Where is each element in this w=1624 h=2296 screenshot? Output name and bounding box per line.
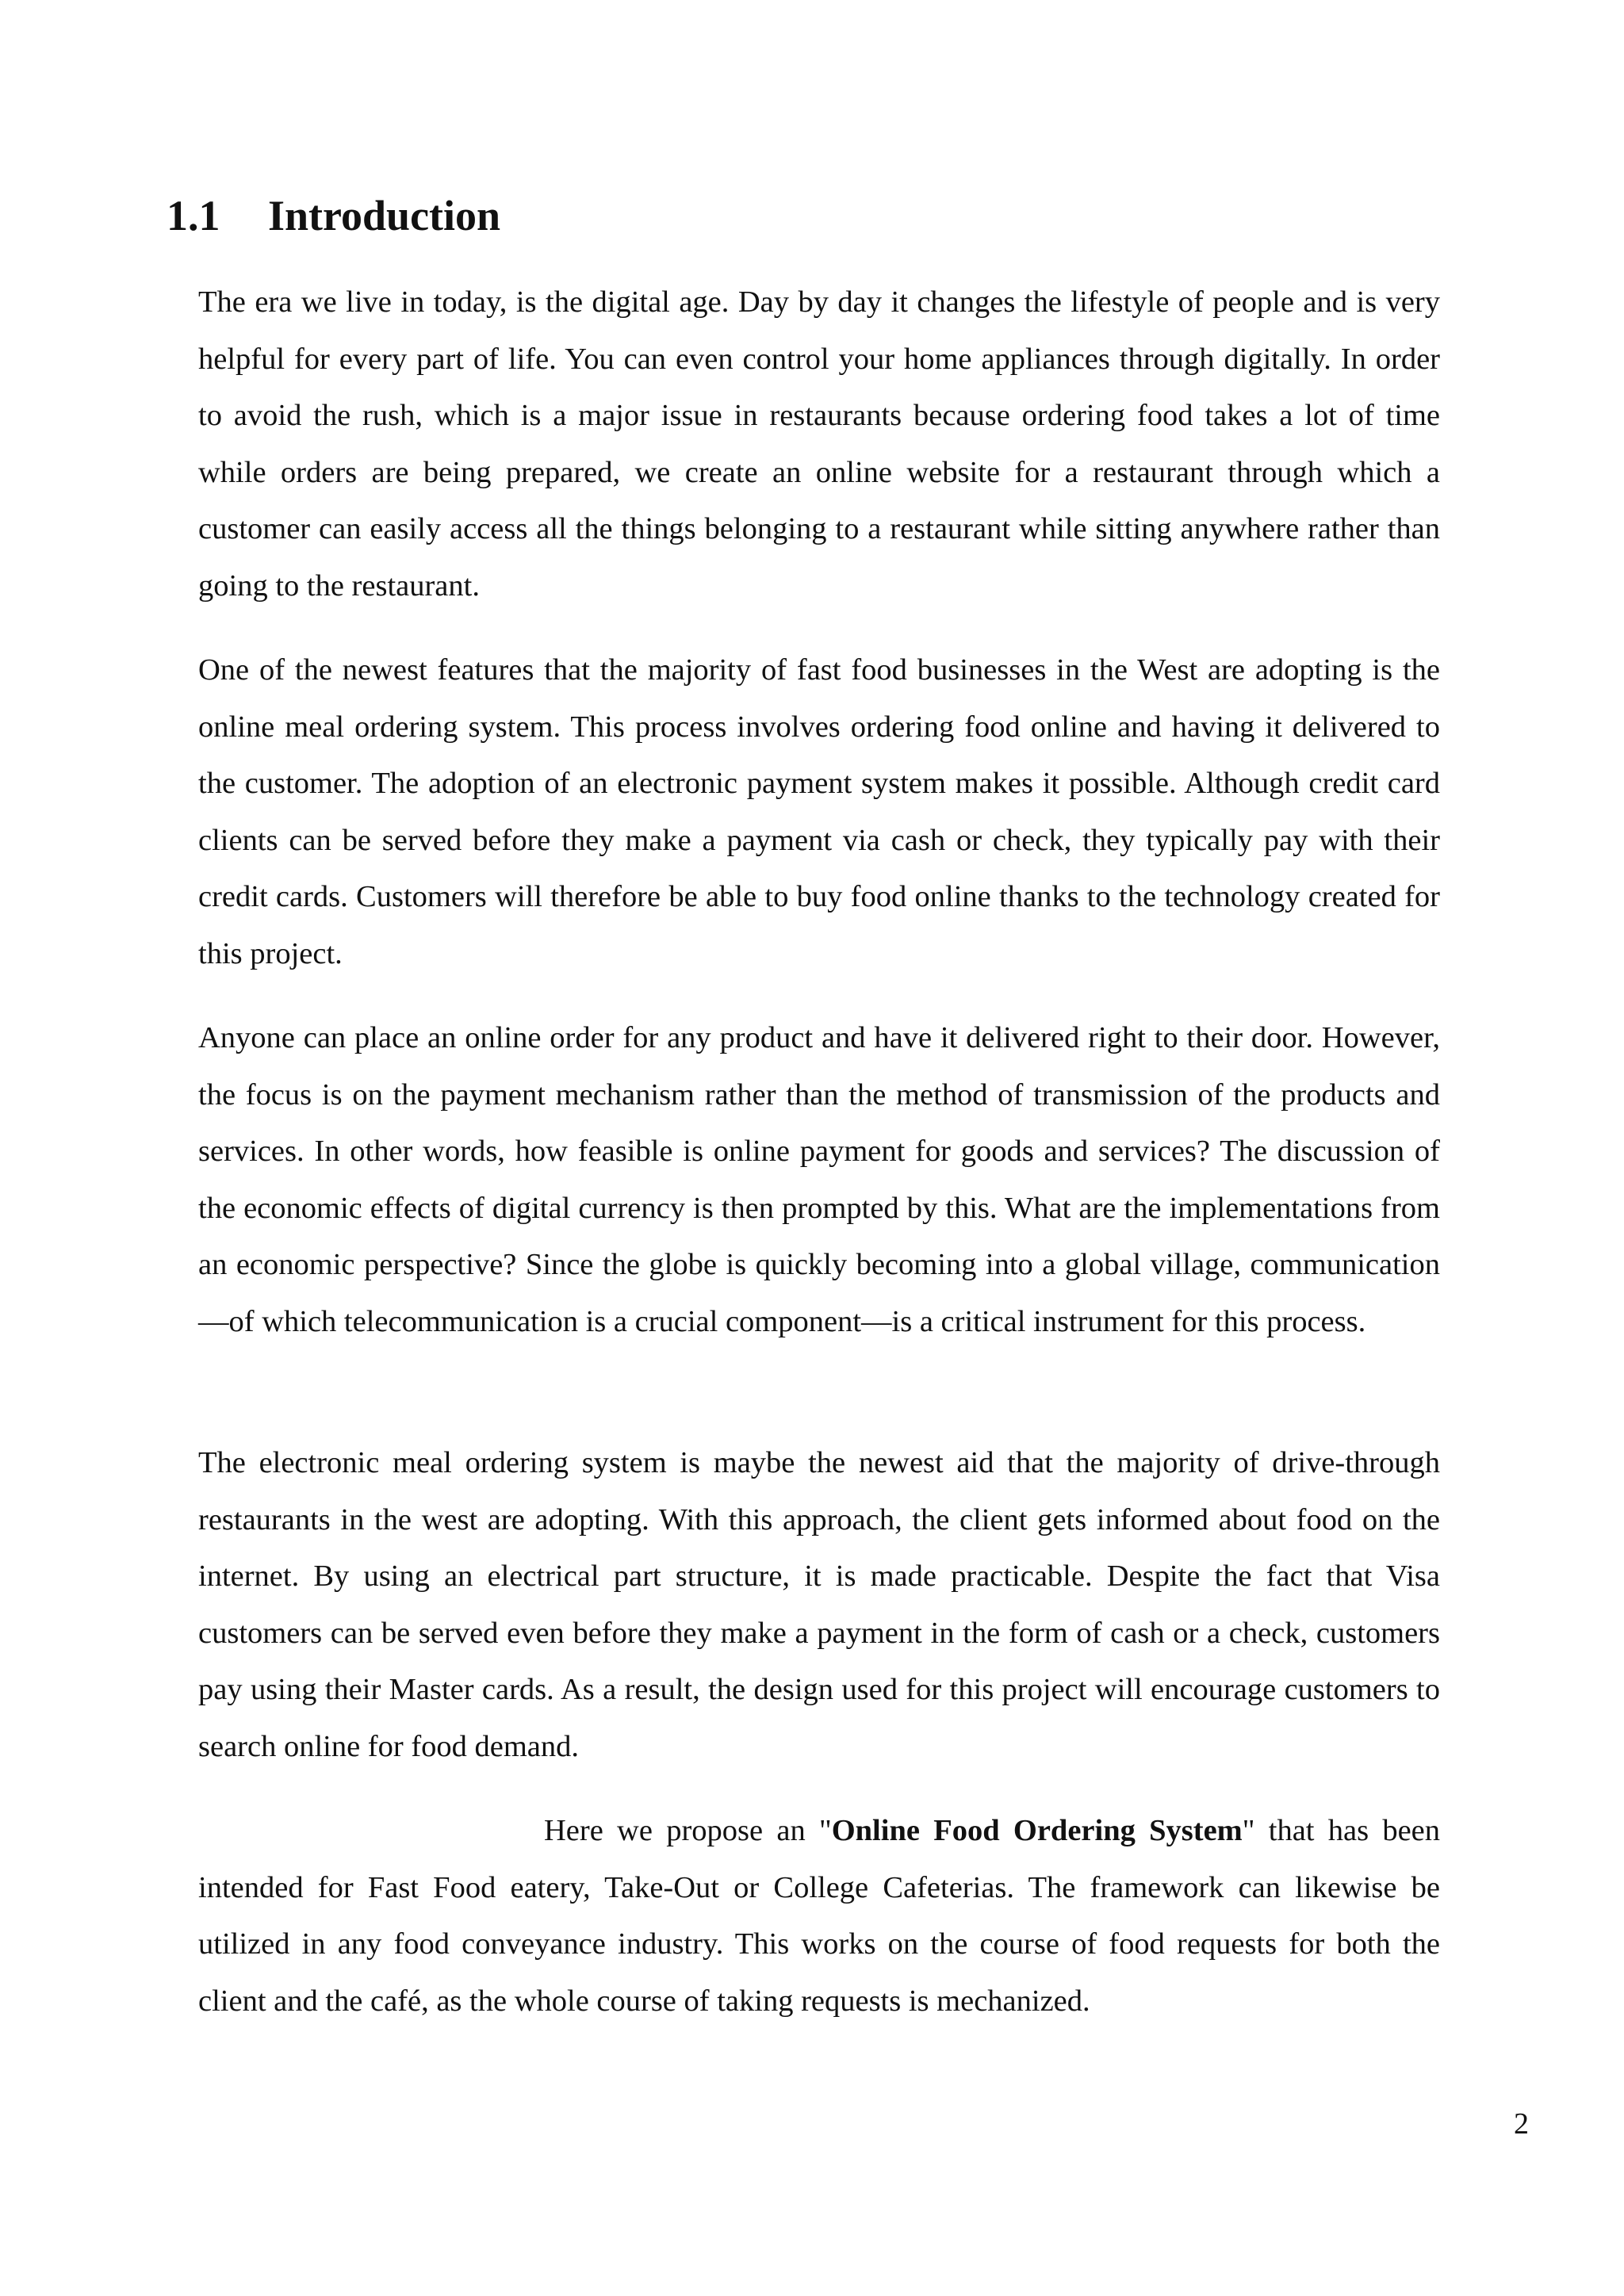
section-heading [167, 187, 500, 244]
proposal-text-before: Here we propose an " [544, 1814, 832, 1847]
page-number: 2 [1514, 2107, 1529, 2141]
paragraph-digital-age: The era we live in today, is the digital age. Day by day it changes the lifestyle of people and is very helpful for every part of life. You can even control your home appliances through digitally. In order to avoid the rush, which is a major issue in restaurants because ordering food takes a lot of time while orders are being prepared, we create an online website for a restaurant through which a customer can easily access all the things belonging to a restaurant while sitting anywhere rather than going to the restaurant. [198, 285, 1440, 603]
proposal-text-after: " that has been intended for Fast Food eatery, Take-Out or College Cafeterias. The framework can likewise be utilized in any food conveyance industry. This works on the course of food requests for both the client and the café, as the whole course of taking requests is mechanized. [198, 1814, 1440, 2018]
paragraph-proposal [198, 1803, 1440, 2030]
section-number: 1.1 [167, 192, 220, 239]
paragraph-electronic-meal-ordering: The electronic meal ordering system is maybe the newest aid that the majority of drive-through restaurants in the west are adopting. With this approach, the client gets informed about food on the internet. By using an electrical part structure, it is made practicable. Despite the fact that Visa customers can be served even before they make a payment in the form of cash or a check, customers pay using their Master cards. As a result, the design used for this project will encourage customers to search online for food demand. [198, 1446, 1440, 1763]
system-name: Online Food Ordering System [831, 1814, 1243, 1847]
paragraph-online-payment: Anyone can place an online order for any product and have it delivered right to their door. However, the focus is on the payment mechanism rather than the method of transmission of the products and services. In other words, how feasible is online payment for goods and services? The discussion of the economic effects of digital currency is then prompted by this. What are the implementations from an economic perspective? Since the globe is quickly becoming into a global village, communication—of which telecommunication is a crucial component—is a critical instrument for this process. [198, 1021, 1440, 1338]
paragraph-online-meal-ordering: One of the newest features that the majority of fast food businesses in the West are adopting is the online meal ordering system. This process involves ordering food online and having it delivered to the customer. The adoption of an electronic payment system makes it possible. Although credit card clients can be served before they make a payment via cash or check, they typically pay with their credit cards. Customers will therefore be able to buy food online thanks to the technology created for this project. [198, 653, 1440, 970]
section-title: Introduction [268, 192, 501, 239]
